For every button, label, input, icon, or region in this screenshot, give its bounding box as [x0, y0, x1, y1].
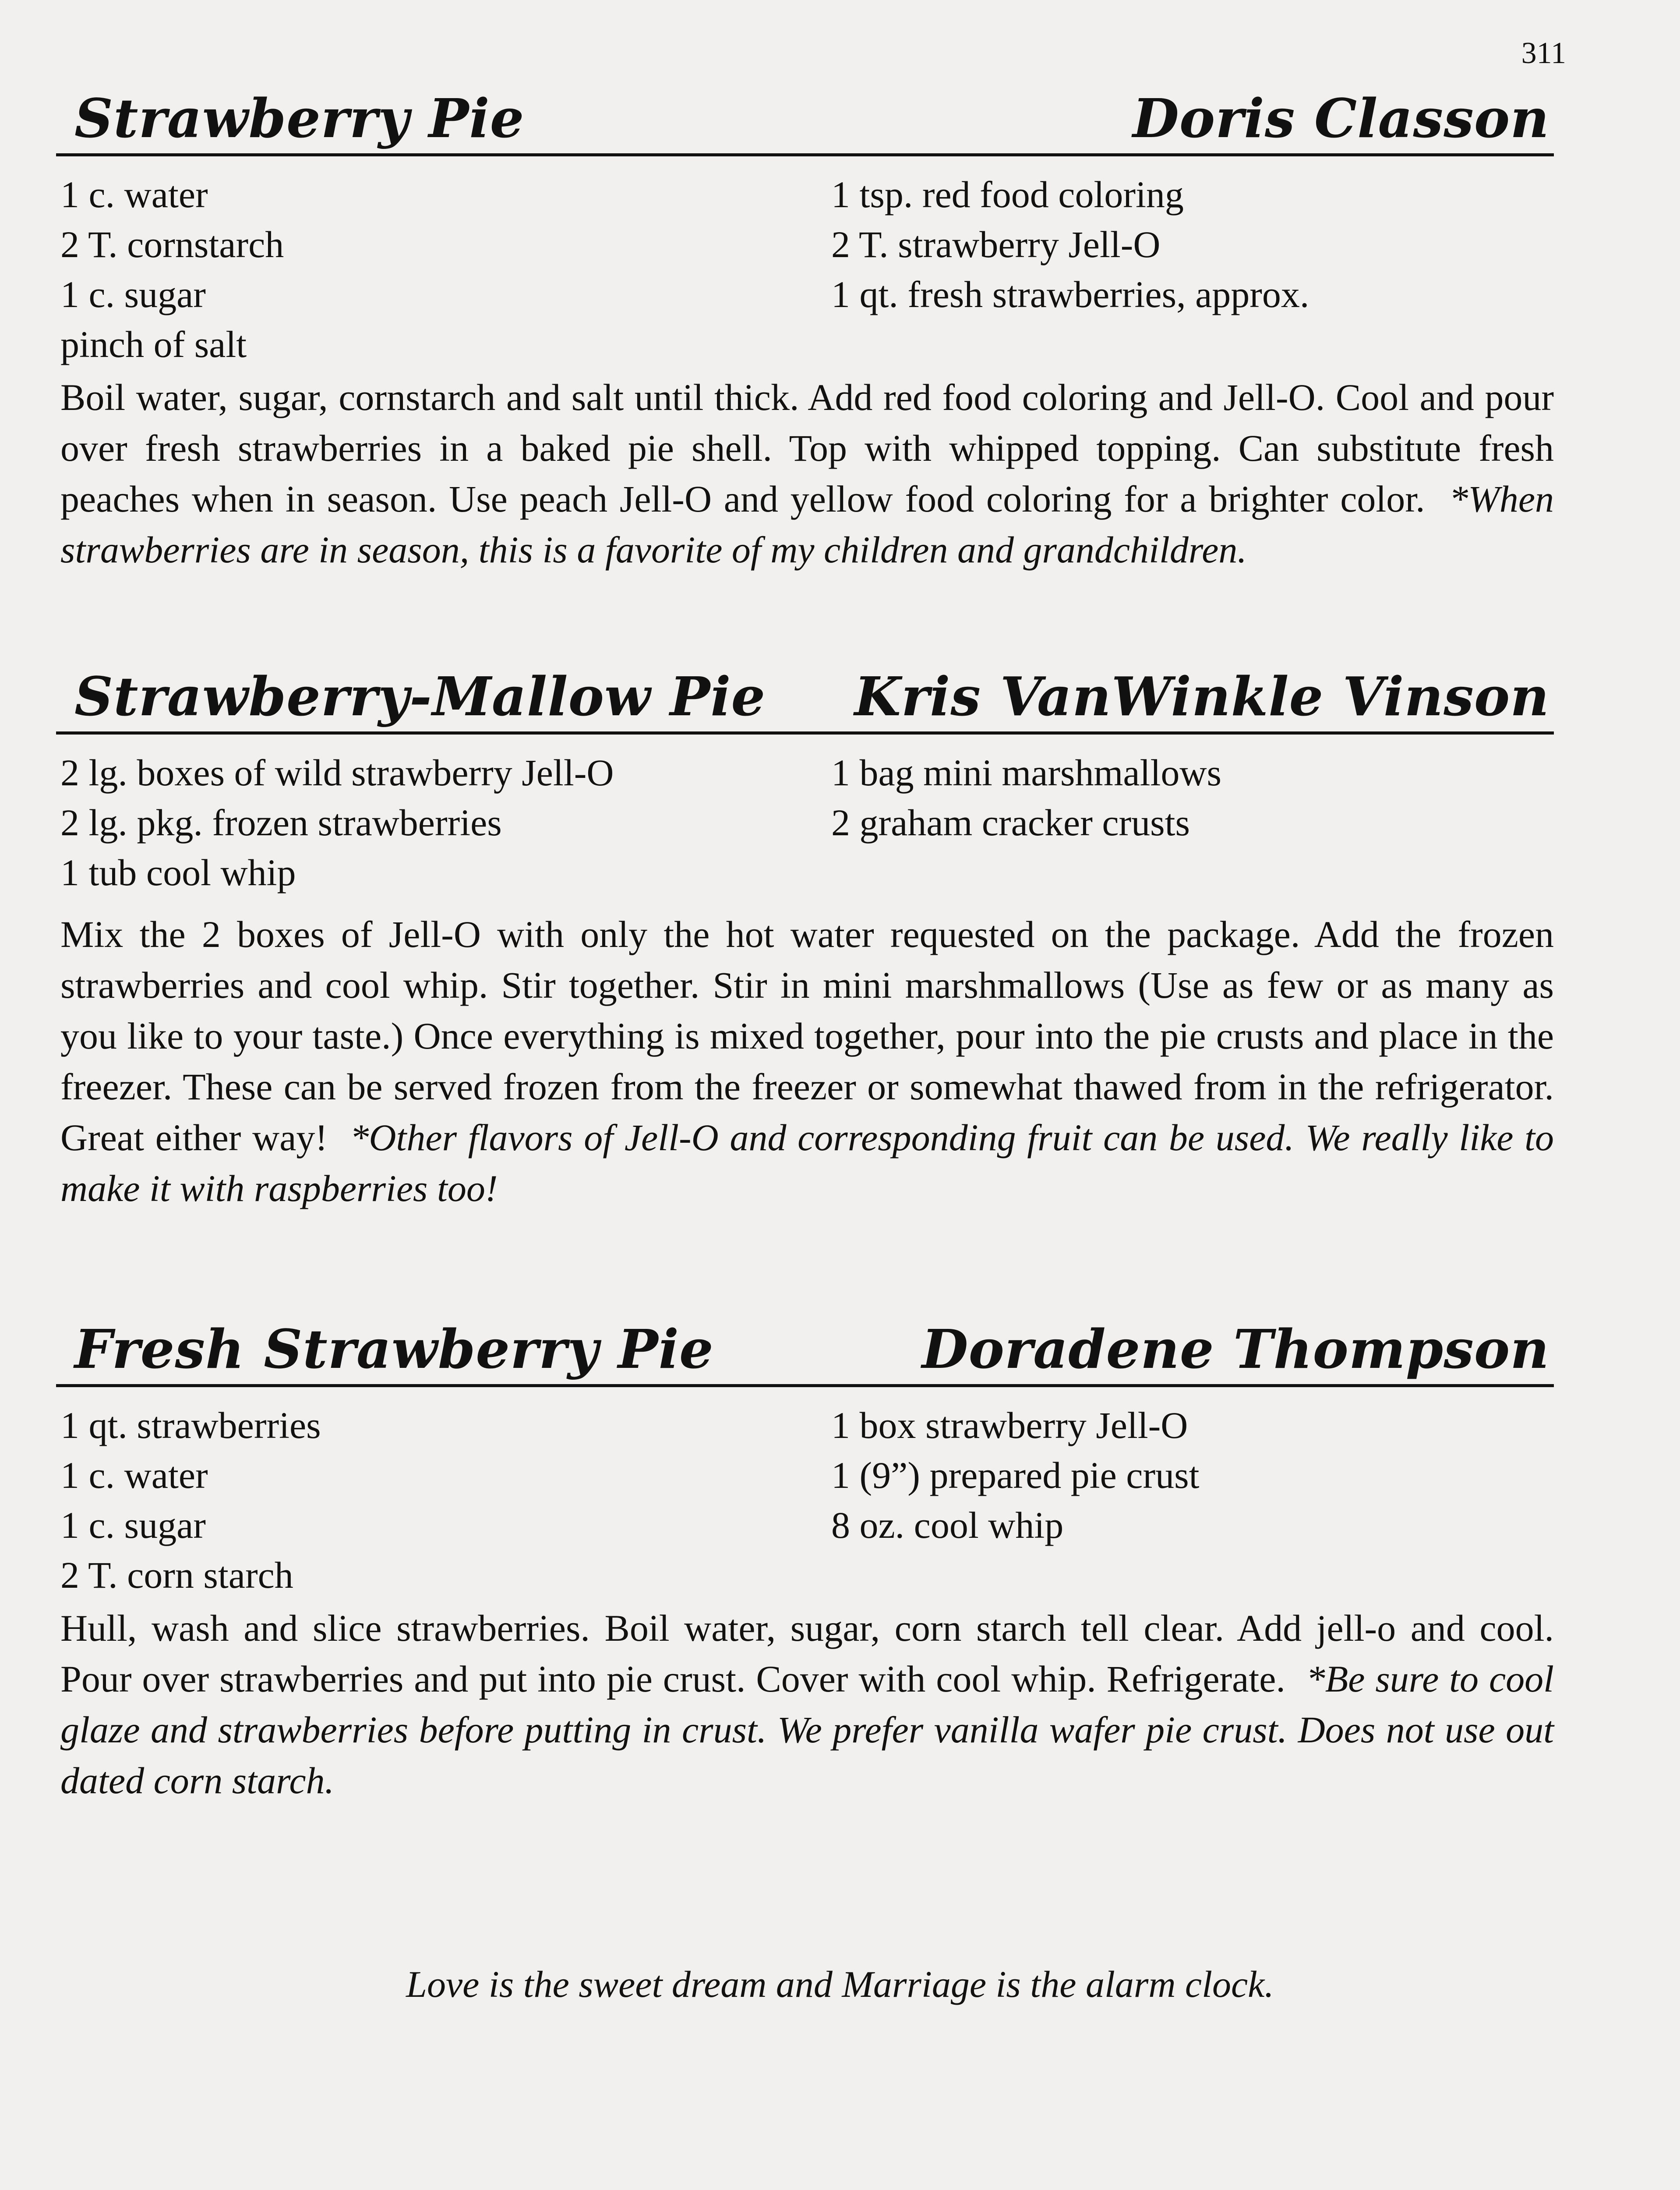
ingredient: 2 T. corn starch [60, 1554, 293, 1596]
ingredient: 2 graham cracker crusts [831, 802, 1190, 844]
ingredient-column-left [60, 748, 831, 897]
ingredient: 1 c. sugar [60, 273, 206, 315]
recipe-strawberry-mallow-pie [56, 665, 1554, 1251]
recipe-fresh-strawberry-pie [56, 1296, 1554, 1844]
directions-text: Boil water, sugar, cornstarch and salt until thick. Add red food coloring and Jell-O. Cool and pour over fresh strawberries in a baked pie shell. Top with whipped topping. Can substitute fresh peaches when in season. Use peach Jell-O and yellow food coloring for a brighter color. [60, 376, 1554, 520]
recipe-author: Doris Classon [1133, 87, 1549, 150]
ingredient: 1 tsp. red food coloring [831, 173, 1184, 215]
recipe-title: Strawberry-Mallow Pie [74, 665, 766, 728]
recipe-strawberry-pie [56, 88, 1554, 613]
ingredient: 8 oz. cool whip [831, 1504, 1064, 1546]
ingredient-column-right [831, 1400, 1558, 1600]
ingredient-column-right [831, 748, 1558, 897]
ingredient-column-left [60, 170, 831, 369]
recipe-author: Doradene Thompson [921, 1318, 1549, 1381]
recipe-directions [56, 1603, 1554, 1806]
ingredient: 2 T. strawberry Jell-O [831, 223, 1161, 265]
ingredient: 1 tub cool whip [60, 851, 296, 894]
recipe-directions [56, 909, 1554, 1214]
ingredient-column-right [831, 170, 1558, 369]
ingredient: pinch of salt [60, 323, 247, 365]
recipe-directions [56, 372, 1554, 575]
ingredient: 1 c. water [60, 173, 208, 215]
ingredient-list [56, 1387, 1554, 1600]
ingredient: 1 c. water [60, 1454, 208, 1496]
ingredient: 1 qt. strawberries [60, 1404, 321, 1446]
recipe-note: *When strawberries are in season, this is a favorite of my children and grandchildren. [60, 478, 1554, 571]
ingredient: 2 T. cornstarch [60, 223, 284, 265]
ingredient: 2 lg. boxes of wild strawberry Jell-O [60, 752, 614, 794]
recipe-title: Fresh Strawberry Pie [74, 1318, 714, 1381]
recipe-author: Kris VanWinkle Vinson [854, 665, 1549, 728]
ingredient-column-left [60, 1400, 831, 1600]
ingredient: 1 bag mini marshmallows [831, 752, 1221, 794]
recipe-header [56, 88, 1554, 156]
directions-text: Mix the 2 boxes of Jell-O with only the hot water requested on the package. Add the frozen strawberries and cool whip. Stir together. Stir in mini marshmallows (Use as few or as many as you like to your taste.) Once everything is mixed together, pour into the pie crusts and place in the freezer. These can be served frozen from the freezer or somewhat thawed from in the refrigerator. Great either way! [60, 913, 1554, 1159]
ingredient: 1 box strawberry Jell-O [831, 1404, 1188, 1446]
ingredient: 2 lg. pkg. frozen strawberries [60, 802, 502, 844]
ingredient-list [56, 735, 1554, 897]
recipe-header [56, 665, 1554, 735]
ingredient: 1 c. sugar [60, 1504, 206, 1546]
closing-quote: Love is the sweet dream and Marriage is the alarm clock. [406, 1963, 1274, 2005]
recipe-note: *Other flavors of Jell-O and corresponding fruit can be used. We really like to make it with raspberries too! [60, 1116, 1554, 1209]
ingredient: 1 qt. fresh strawberries, approx. [831, 273, 1309, 315]
directions-text: Hull, wash and slice strawberries. Boil water, sugar, corn starch tell clear. Add jell-o and cool. Pour over strawberries and put into pie crust. Cover with cool whip. Refrigerate. [60, 1607, 1554, 1700]
recipe-title: Strawberry Pie [74, 87, 525, 150]
page-number: 311 [1521, 36, 1566, 70]
recipe-note: *Be sure to cool glaze and strawberries before putting in crust. We prefer vanilla wafer pie crust. Does not use out dated corn starch. [60, 1658, 1554, 1801]
ingredient-list [56, 156, 1554, 369]
recipe-header [56, 1296, 1554, 1387]
ingredient: 1 (9”) prepared pie crust [831, 1454, 1200, 1496]
